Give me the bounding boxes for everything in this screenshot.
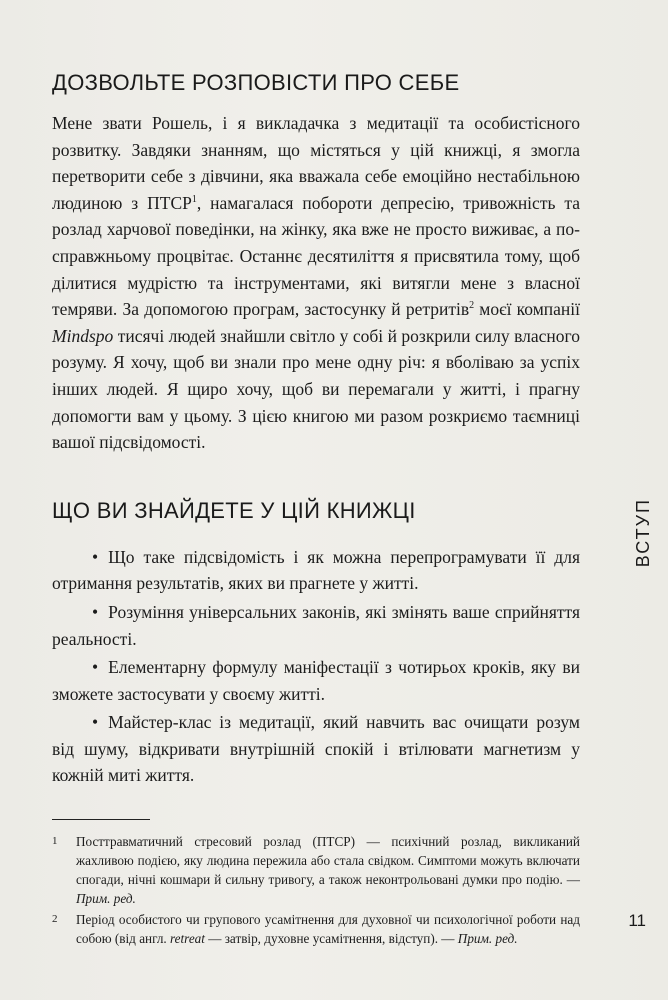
footnote-body-cont: — затвір, духовне усамітнення, відступ). — [208,931,455,947]
page-number: 11 [628,911,646,930]
intro-text-part-1: Мене звати Рошель, і я викладачка з медитації та особистісного розвитку. Завдяки знанням, що містяться у цій книжці, я змогла перетворити себе з дівчини, яка вважала себе емоційно нестабільною людиною з ПТСР [52,113,580,213]
footnote-1 [52,832,580,908]
page-content [52,60,580,950]
list-item [52,599,580,652]
bullet-text: Майстер-клас із медитації, який навчить вас очищати розум від шуму, відкривати внутрішній спокій і втілювати магнетизм у кожній миті життя. [52,712,580,786]
bullet-icon: • [92,657,99,678]
footnote-ref-1[interactable]: 1 [191,193,197,205]
footnote-body: Період особистого чи групового усамітнення для духовної чи психологічної роботи над собою (від англ. [76,912,580,947]
bullet-icon: • [92,712,99,733]
footnote-number: 1 [52,835,58,848]
intro-paragraph [52,110,580,456]
intro-text-part-4: тисячі людей знайшли світло у собі й розкрили силу власного розуму. Я хочу, щоб ви знали про мене одну річ: я вболіваю за успіх інших людей. Я щиро хочу, щоб ви перемагали у житті, і прагну допомогти вам у цьому. З цією книгою ми разом розкриємо таємниці вашої підсвідомості. [52,325,580,453]
list-item [52,544,580,597]
list-item [52,709,580,789]
editor-note: Прим. ред. [76,891,136,907]
footnote-text [76,832,580,908]
footnote-2 [52,910,580,948]
english-term: retreat [170,931,205,947]
bullet-text: Елементарну формулу маніфестації з чотирьох кроків, яку ви зможете застосувати у своєму житті. [52,657,580,704]
footnote-number: 2 [52,913,58,926]
footnote-body: Посттравматичний стресовий розлад (ПТСР) — психічний розлад, викликаний жахливою подією, яку людина пережила або стала свідком. Симптоми можуть включати спогади, нічні кошмари й сильну тривогу, а також неконтрольовані думки про подію. — [76,834,580,888]
footnote-ref-2[interactable]: 2 [469,300,475,312]
intro-text-part-2: , намагалася побороти депресію, тривожність та розлад харчової поведінки, на жінку, яка вже не просто виживає, а по-справжньому процвітає. Останнє десятиліття я присвятила тому, щоб ділитися мудрістю та інструментами, які витягли мене з власної темряви. За допомогою програм, застосунку й ретритів [52,192,580,320]
list-item [52,654,580,707]
editor-note: Прим. ред. [457,931,518,947]
bullet-text: Що таке підсвідомість і як можна перепрограмувати її для отримання результатів, яких ви прагнете у житті. [52,546,580,594]
chapter-side-label: ВСТУП [633,498,653,568]
company-name: Mindspo [52,325,114,346]
contents-bullet-list [52,544,580,789]
bullet-icon: • [92,546,99,567]
section-heading-contents: ЩО ВИ ЗНАЙДЕТЕ У ЦІЙ КНИЖЦІ [52,497,416,523]
footnote-divider [52,819,150,820]
section-heading-about: ДОЗВОЛЬТЕ РОЗПОВІСТИ ПРО СЕБЕ [52,70,460,95]
footnote-text [76,910,580,948]
bullet-icon: • [92,601,99,622]
intro-text-part-3: моєї компанії [474,299,581,320]
bullet-text: Розуміння універсальних законів, які змінять ваше сприйняття реальності. [52,601,580,649]
